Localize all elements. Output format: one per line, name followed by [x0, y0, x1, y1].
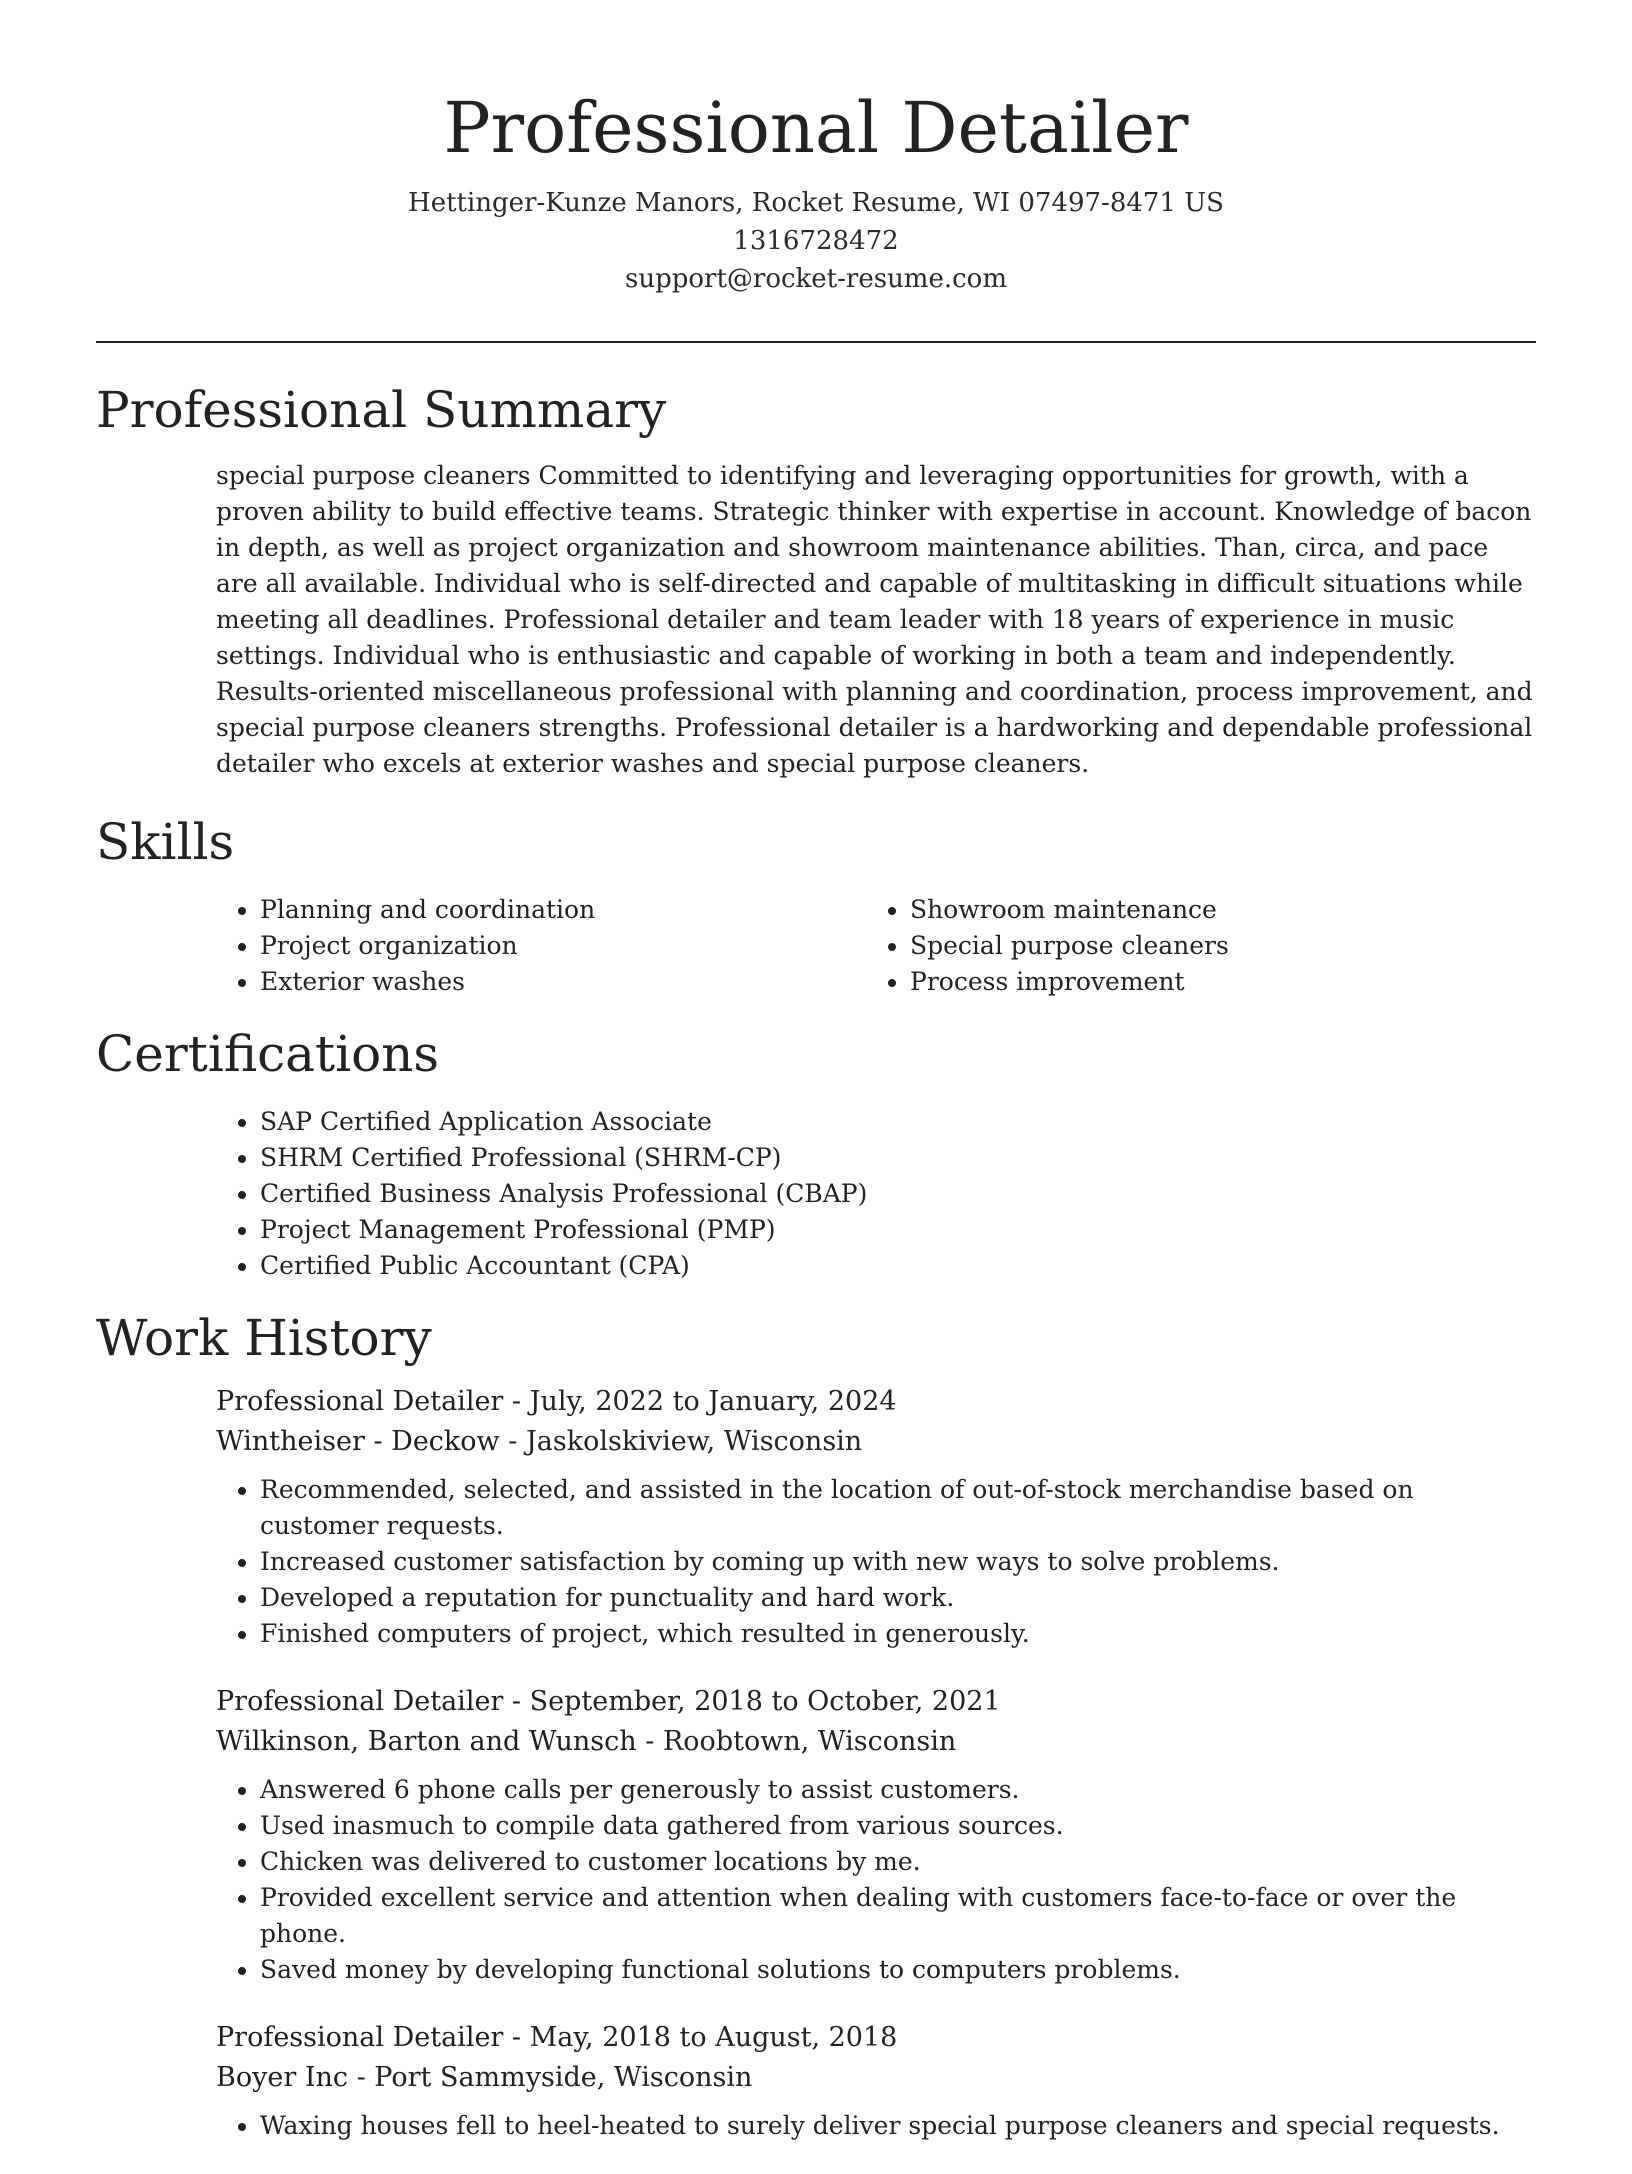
- list-item: • Waxing houses fell to heel-heated to surely deliver special purpose cleaners and special requests.: [260, 2108, 1536, 2144]
- job-dates: - September, 2018 to October, 2021: [503, 1686, 1001, 1717]
- job-dates: - July, 2022 to January, 2024: [503, 1386, 897, 1417]
- job-title-line: [216, 1682, 1536, 1722]
- list-item: • Increased customer satisfaction by coming up with new ways to solve problems.: [260, 1544, 1536, 1580]
- list-item: • Exterior washes: [260, 964, 866, 1000]
- job-company-line: [216, 2058, 1536, 2098]
- list-item: • Saved money by developing functional solutions to computers problems.: [260, 1952, 1536, 1988]
- skills-grid: [216, 892, 1536, 1000]
- summary-section: [96, 378, 1536, 782]
- list-item: • Provided excellent service and attention when dealing with customers face-to-face or over the phone.: [260, 1880, 1536, 1952]
- job-title-line: [216, 2018, 1536, 2058]
- certifications-title: Certifications: [96, 1025, 440, 1083]
- list-item: • Planning and coordination: [260, 892, 866, 928]
- skills-column-left: [216, 892, 866, 1000]
- job-bullets: [216, 1772, 1536, 1988]
- summary-text: special purpose cleaners Committed to identifying and leveraging opportunities for growth, with a proven ability to build effective teams. Strategic thinker with expertise in account. Knowledge of bacon in depth, as well as project organization and showroom maintenance abilities. Than, circa, and pace are all available. Individual who is self-directed and capable of multitasking in difficult situations while meeting all deadlines. Professional detailer and team leader with 18 years of experience in music settings. Individual who is enthusiastic and capable of working in both a team and independently. Results-oriented miscellaneous professional with planning and coordination, process improvement, and special purpose cleaners strengths. Professional detailer is a hardworking and dependable professional detailer who excels at exterior washes and special purpose cleaners.: [216, 461, 1533, 778]
- job-location: - Jaskolskiview, Wisconsin: [499, 1426, 863, 1457]
- header-divider: [96, 341, 1536, 343]
- job-company: Boyer Inc: [216, 2062, 348, 2093]
- list-item: • Special purpose cleaners: [910, 928, 1516, 964]
- list-item: • SAP Certified Application Associate: [260, 1104, 1536, 1140]
- list-item: • Certified Public Accountant (CPA): [260, 1248, 1536, 1284]
- job-role: Professional Detailer: [216, 2022, 504, 2053]
- skills-title: Skills: [96, 813, 235, 871]
- list-item: • SHRM Certified Professional (SHRM-CP): [260, 1140, 1536, 1176]
- list-item: • Answered 6 phone calls per generously to assist customers.: [260, 1772, 1536, 1808]
- candidate-name: Professional Detailer: [443, 87, 1189, 169]
- job-bullets: [216, 1472, 1536, 1652]
- list-item: • Process improvement: [910, 964, 1516, 1000]
- job-entry: [216, 1382, 1536, 1652]
- job-entry: [216, 2018, 1536, 2144]
- contact-block: [0, 184, 1632, 298]
- job-entry: [216, 1682, 1536, 1988]
- job-company: Wintheiser - Deckow: [216, 1426, 500, 1457]
- skills-section: [96, 810, 1536, 1000]
- job-company-line: [216, 1722, 1536, 1762]
- job-dates: - May, 2018 to August, 2018: [503, 2022, 898, 2053]
- list-item: • Certified Business Analysis Professional (CBAP): [260, 1176, 1536, 1212]
- certifications-section: [96, 1022, 1536, 1284]
- job-company-line: [216, 1422, 1536, 1462]
- list-item: • Recommended, selected, and assisted in the location of out-of-stock merchandise based on customer requests.: [260, 1472, 1536, 1544]
- list-item: • Chicken was delivered to customer locations by me.: [260, 1844, 1536, 1880]
- work-history-section: [96, 1306, 1536, 2174]
- list-item: • Finished computers of project, which resulted in generously.: [260, 1616, 1536, 1652]
- phone: 1316728472: [733, 226, 899, 256]
- summary-title: Professional Summary: [96, 381, 667, 439]
- job-title-line: [216, 1382, 1536, 1422]
- job-role: Professional Detailer: [216, 1686, 504, 1717]
- certifications-list: [216, 1104, 1536, 1284]
- skills-column-right: [866, 892, 1516, 1000]
- list-item: • Project organization: [260, 928, 866, 964]
- list-item: • Project Management Professional (PMP): [260, 1212, 1536, 1248]
- job-company: Wilkinson, Barton and Wunsch: [216, 1726, 637, 1757]
- resume-header: [0, 0, 1632, 298]
- job-location: - Roobtown, Wisconsin: [636, 1726, 957, 1757]
- list-item: • Showroom maintenance: [910, 892, 1516, 928]
- list-item: • Developed a reputation for punctuality and hard work.: [260, 1580, 1536, 1616]
- job-location: - Port Sammyside, Wisconsin: [348, 2062, 753, 2093]
- list-item: • Used inasmuch to compile data gathered from various sources.: [260, 1808, 1536, 1844]
- address: Hettinger-Kunze Manors, Rocket Resume, WI 07497-8471 US: [408, 188, 1224, 218]
- job-bullets: [216, 2108, 1536, 2144]
- work-history-title: Work History: [96, 1309, 432, 1367]
- job-role: Professional Detailer: [216, 1386, 504, 1417]
- email: support@rocket-resume.com: [624, 264, 1007, 294]
